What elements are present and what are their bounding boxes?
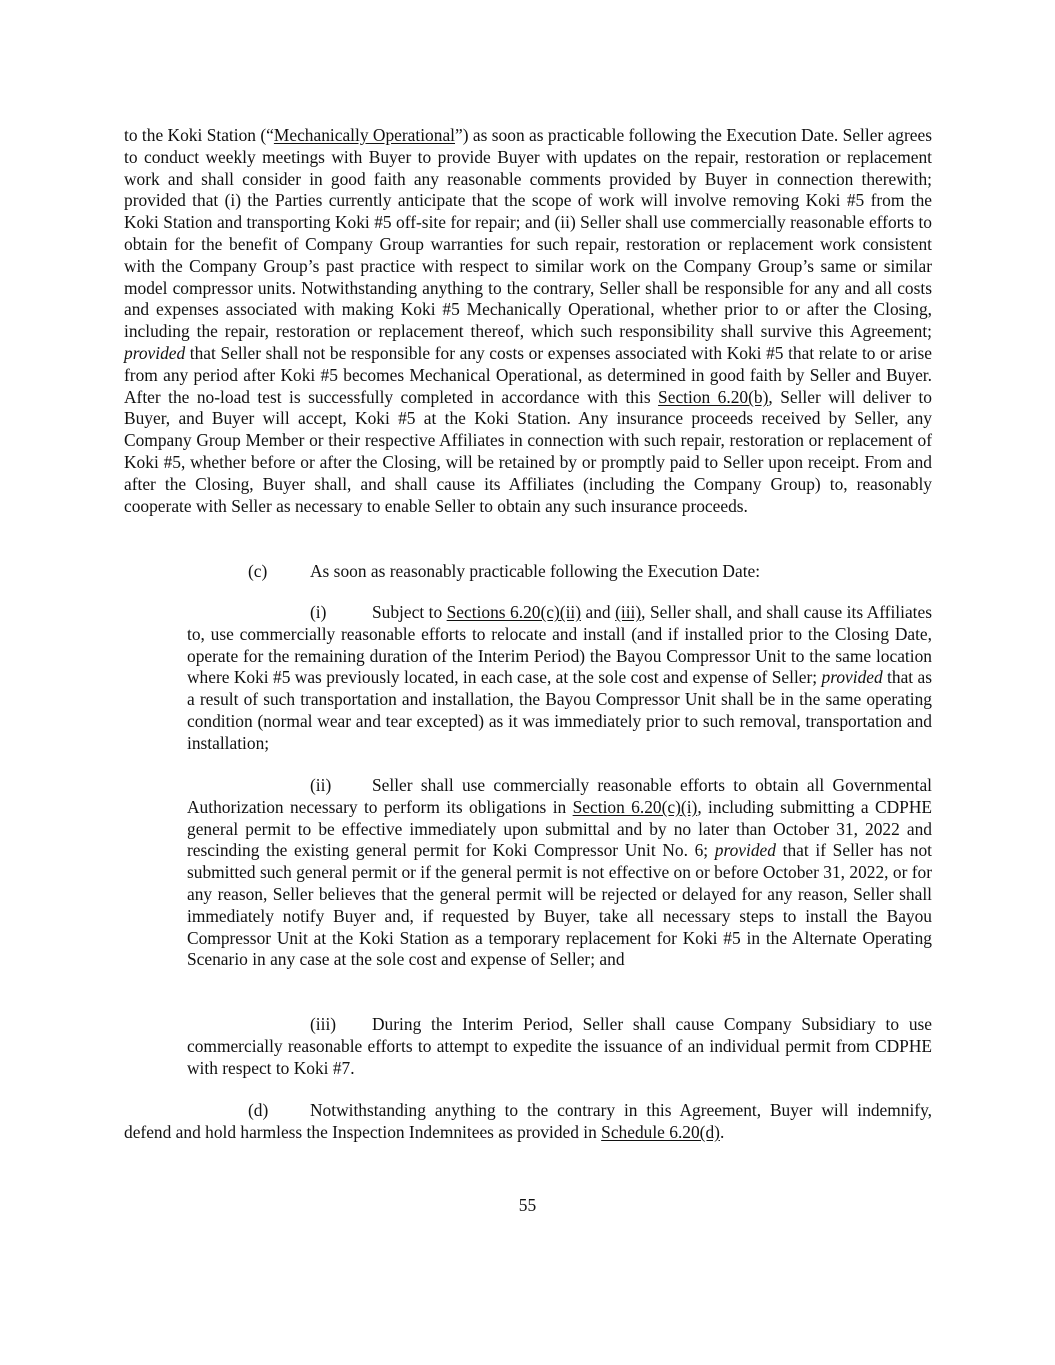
paragraph-text: , Seller will deliver to Buyer, and Buyer will accept, Koki #5 at the Koki Station. Any insurance proceeds received by Seller, any Company Group Member or their respective Affiliates in connection with such repair, restoration or replacement of Koki #5, whether before or after the Closing, will be retained by or promptly paid to Seller upon receipt. From and after the Closing, Buyer shall, and shall cause its Affiliates (including the Company Group) to, reasonably cooperate with Seller as necessary to enable Seller to obtain any such insurance proceeds. (124, 386, 932, 516)
paragraph-label-d: (d) (248, 1100, 269, 1120)
paragraph-text: As soon as reasonably practicable following the Execution Date: (310, 561, 761, 581)
paragraph-d (124, 1100, 932, 1144)
page-number: 55 (518, 1195, 537, 1215)
defined-term-mechanically-operational: Mechanically Operational (273, 125, 456, 145)
paragraph-label-iii: (iii) (310, 1014, 337, 1034)
section-reference-6-20-c-i: Section 6.20(c)(i) (572, 796, 698, 817)
section-reference-iii: (iii) (615, 602, 642, 622)
paragraph-label-i: (i) (310, 602, 327, 622)
paragraph-text: to the Koki Station (“ (124, 125, 274, 145)
paragraph-text: During the Interim Period, Seller shall cause Company Subsidiary to use commercially reasonable efforts to attempt to expedite the issuance of an individual permit from CDPHE with respect to Koki #7. (187, 1014, 932, 1078)
section-reference-6-20-b: Section 6.20(b) (658, 386, 769, 407)
paragraph-text: and (581, 602, 616, 622)
italic-provided: provided (714, 840, 776, 861)
section-reference-6-20-c-ii: Sections 6.20(c)(ii) (446, 602, 582, 622)
paragraph-text: that Seller shall not be responsible for any costs or expenses associated with Koki #5 that relate to or arise from any period after Koki #5 becomes Mechanical Operational, as determined in good faith by Seller and Buyer. After the no-load test is successfully completed in accordance with this (124, 342, 932, 407)
paragraph-text: . (719, 1121, 725, 1142)
paragraph-koki-5-repair (124, 125, 932, 517)
schedule-reference-6-20-d: Schedule 6.20(d) (601, 1121, 720, 1142)
paragraph-c-i (187, 602, 932, 755)
italic-provided: provided (124, 342, 186, 363)
paragraph-text: , Seller shall, and shall cause its Affiliates to, use commercially reasonable efforts to relocate and install (and if installed prior to the Closing Date, operate for the remaining duration of the Interim Period) the Bayou Compressor Unit to the same location where Koki #5 was previously located, in each case, at the sole cost and expense of Seller; (187, 602, 932, 688)
paragraph-text: that as a result of such transportation and installation, the Bayou Compressor Unit shall be in the same operating condition (normal wear and tear excepted) as it was immediately prior to such removal, transportation and installation; (187, 667, 932, 753)
italic-provided: provided (821, 667, 883, 688)
paragraph-label-c: (c) (248, 561, 268, 581)
paragraph-text: Subject to (372, 602, 447, 622)
paragraph-text: that if Seller has not submitted such general permit or if the general permit is not effective on or before October 31, 2022, or for any reason, Seller believes that the general permit will be rejected or delayed for any reason, Seller shall immediately notify Buyer and, if requested by Buyer, take all necessary steps to install the Bayou Compressor Unit at the Koki Station as a temporary replacement for Koki #5 in the Alternate Operating Scenario in any case at the sole cost and expense of Seller; and (187, 840, 932, 970)
paragraph-c-ii (187, 775, 932, 971)
paragraph-text: , including submitting a CDPHE general permit to be effective immediately upon submittal and by no later than October 31, 2022 and rescinding the existing general permit for Koki Compressor Unit No. 6; (187, 796, 933, 861)
paragraph-c-iii (187, 1014, 932, 1079)
paragraph-text: Seller shall use commercially reasonable efforts to obtain all Governmental Authorization necessary to perform its obligations in (187, 775, 932, 817)
paragraph-label-ii: (ii) (310, 775, 332, 795)
paragraph-text: Notwithstanding anything to the contrary in this Agreement, Buyer will indemnify, defend and hold harmless the Inspection Indemnitees as provided in (124, 1100, 932, 1142)
paragraph-text: ”) as soon as practicable following the Execution Date. Seller agrees to conduct weekly meetings with Buyer to provide Buyer with updates on the repair, restoration or replacement work and shall consider in good faith any reasonable comments provided by Buyer in connection therewith; provided that (i) the Parties currently anticipate that the scope of work will involve removing Koki #5 from the Koki Station and transporting Koki #5 off-site for repair; and (ii) Seller shall use commercially reasonable efforts to obtain for the benefit of Company Group warranties for such repair, restoration or replacement work consistent with the Company Group’s past practice with respect to similar work on the Company Group’s same or similar model compressor units. Notwithstanding anything to the contrary, Seller shall be responsible for any and all costs and expenses associated with making Koki #5 Mechanically Operational, whether prior to or after the Closing, including the repair, restoration or replacement thereof, which such responsibility shall survive this Agreement; (124, 125, 933, 342)
paragraph-c (124, 561, 932, 583)
